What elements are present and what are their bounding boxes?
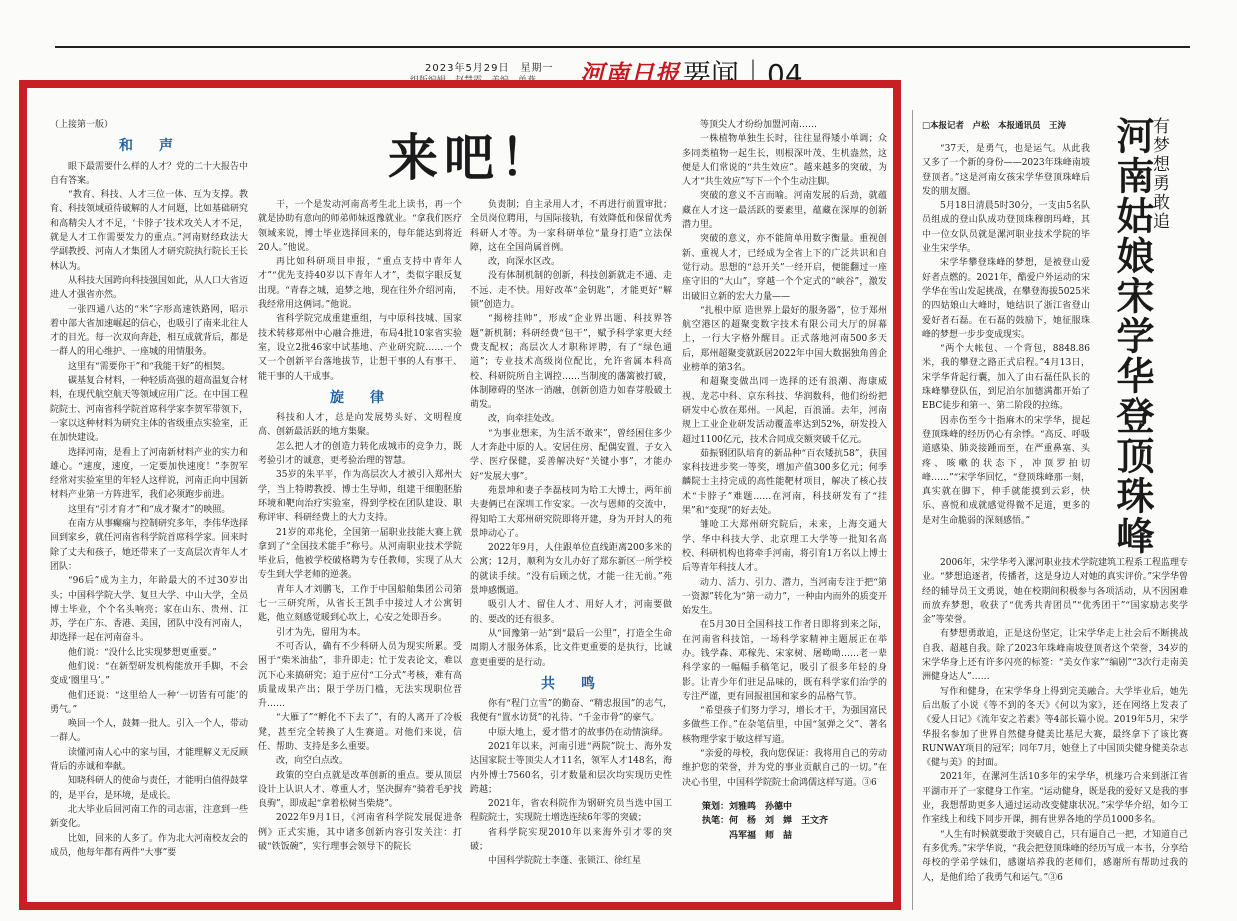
paragraph: 你有“程门立雪”的勤奋、“精忠报国”的志气，我便有“置水访贤”的礼待、“千金市骨”的豪气。 <box>470 699 672 724</box>
paragraph: 雏呛工大郑州研究院后，未来，上海交通大学、华中科技大学、北京理工大学等一批知名高校、科研机构也将牵手河南，将引育1万名以上博士后等青年科技人才。 <box>682 520 887 574</box>
paragraph: “亲爱的母校，我向您保证：我将用自己的劳动维护您的荣誉，并为党的事业贡献自己的一切。”在决心书里，中国科学院院士俞鸿儒这样写道。③6 <box>682 749 887 788</box>
paragraph: 在南方从事癫痫与控制研究多年，李伟华选择回到家乡，就任河南省科学院首席科学家。回来时除了丈夫和孩子，她还带来了一支高层次青年人才团队： <box>50 519 248 572</box>
article2-column-b <box>922 556 1188 906</box>
article1-column-3 <box>470 198 672 900</box>
paragraph: 他们说：“没什么比实现梦想更重要。” <box>68 647 217 658</box>
paragraph: 5月18日清晨5时30分，一支由5名队员组成的登山队成功登顶珠穆朗玛峰，其中一位女队员就是漯河职业技术学院的毕业生宋学华。 <box>922 201 1090 255</box>
article2-column-a <box>922 142 1090 550</box>
article1-column-2 <box>258 198 462 900</box>
paragraph: 碳基复合材料，一种轻质高强的超高温复合材料，在现代航空航天等领域应用广泛。在中国工程院院士、河南省科学院首席科学家李贺军带领下，一家以这种材料为研究主体的省级重点实验室，正在加快建设。 <box>50 376 248 444</box>
paragraph: 在5月30日全国科技工作者日即将到来之际，在河南省科技馆，一场科学家精神主题展正在举办。钱学森、邓稼先、宋家树、屠呦呦……老一辈科学家的一幅幅手稿笔记，吸引了很多年轻的身影。让青少年们驻足品味的，既有科学家们治学的专注严谨，更有回报祖国和家乡的品格气节。 <box>682 620 887 702</box>
paragraph: 改，向空白点改。 <box>276 756 349 767</box>
paragraph: 2006年，宋学华考入漯河职业技术学院建筑工程系工程监理专业。“梦想追逐者，传播者，这是身边人对她的真实评价。”宋学华曾经的辅导员王文勇说，她在校期间积极参与各项活动，从不因困难而放弃梦想，收获了“优秀共青团员”“优秀团干”“国家励志奖学金”等荣誉。 <box>922 558 1188 626</box>
paragraph: 苑景坤和妻子李磊枝同为哈工大博士，两年前夫妻俩已在深圳工作安家。一次与恩师的交流中，得知哈工大郑州研究院即将开建，身为开封人的苑景坤动心了。 <box>470 485 672 539</box>
article2-headline: 河南姑娘宋学华登顶珠峰 <box>1110 116 1154 556</box>
paragraph: 省科学院实现2010年以来海外引才零的突破； <box>470 827 672 853</box>
article2-body-a <box>922 142 1090 528</box>
paragraph: 2022年9月，人住跟单位直线距离200多米的公寓；12月，顺利为女儿办好了郑东新区一所学校的就读手续。“没有后顾之忧，才能一往无前。”苑景坤感慨道。 <box>470 543 672 597</box>
paragraph: 怎么把人才的创造力转化成城市的竞争力，既考验引才的诚意，更考验治理的智慧。 <box>258 441 462 467</box>
paragraph: 2021年，在漯河生活10多年的宋学华，机缘巧合来到浙江省平湖市开了一家健身工作室。“运动健身，既是我的爱好又是我的事业，我想帮助更多人通过运动改变健康状况。”宋学华介绍，如今工作室线上和线下同步开课，拥有世界各地的学员1000多名。 <box>922 772 1188 826</box>
paper-name: 河南日报 <box>580 59 680 88</box>
column-2-body-a <box>258 198 462 384</box>
paragraph: 再比如科研项目申报，“重点支持中青年人才”“优先支持40岁以下青年人才”，类似字眼反复出现。“青春之城，追梦之地，现在往外介绍河南，我经常用这俩词。”他说。 <box>258 257 462 311</box>
section-heading-gongming: 共 鸣 <box>541 675 601 692</box>
paragraph: 科技和人才，总是向发展势头好、文明程度高、创新最活跃的地方集聚。 <box>258 413 462 438</box>
paragraph: 这里有“引才育才”和“成才聚才”的映照。 <box>68 504 231 515</box>
section-heading-xuanlv: 旋 律 <box>330 389 390 406</box>
paragraph: “教育、科技、人才三位一体、互为支撑。教育、科技领域亟待破解的人才问题，比如基础研究和高精尖人才不足，‘卡脖子’技术攻关人才不足，就是人才工作需要发力的重点。”河南财经政法大学副教授、河南人才集团人才研究院执行院长王长林认为。 <box>50 190 248 272</box>
paragraph: 比如，回来的人多了。作为北大河南校友会的成员，他每年都有两件“大事”要 <box>50 833 248 858</box>
paragraph: 因赤伤至今十指麻木的宋学华，提起登顶珠峰的经历仍心有余悸。“高反、呼吸道感染、肺炎接踵而至，在严重鼻塞、头疼、咳嗽的状态下，冲顶罗拍切峰……”“宋学华回忆，“登顶珠峰那一刻，真实就在脚下，伸手就能摸到云彩，快乐、喜悦和成就感觉得微不足道，更多的是对生命脆弱的深刻感悟。” <box>922 415 1090 526</box>
credit-line: 策划：刘雅鸣 孙德中 <box>702 801 793 812</box>
paragraph: “37天，是勇气，也是运气。从此我又多了一个新的身份——2023年珠峰南坡登顶者。”这是河南女孩宋学华登顶珠峰后发的朋友圈。 <box>922 144 1090 197</box>
paragraph: “大雁了”“孵化不下去了”，有的人离开了冷板凳，甚至完全转换了人生赛道。对他们来说，信任、帮助、支持是多么重要。 <box>258 713 462 752</box>
paragraph: 干，一个是发动河南高考生北上读书，再一个就是协助有意向的师弟师妹返豫就业。“拿我们医疗领域来说，博士毕业选择回来的，每年能达到将近20人。”他说。 <box>258 200 462 253</box>
section-label: 要闻｜04 <box>683 58 803 91</box>
article-credits <box>682 800 887 843</box>
top-rule <box>55 46 1190 48</box>
section-heading-hesheng: 和 声 <box>119 138 179 155</box>
paragraph: 省科学院完成重建重组，与中原科技城、国家技术转移郑州中心融合推进，布局4批10家省实验室，设立2批46家中试基地、产业研究院……一个又一个创新平台落地拔节，让想干事的人有事干、能干事的人干成事。 <box>258 314 462 382</box>
paragraph: 知晓科研人的使命与责任，才能明白值得鼓掌的，是平台，是环境，是成长。 <box>50 776 248 801</box>
paragraph: 2021年以来，河南引进“两院”院士、海外发达国家院士等顶尖人才11名，领军人才148名，海内外博士7560名，引才数量和层次均实现历史性跨越； <box>470 741 672 795</box>
paragraph: 一张四通八达的“米”字形高速铁路网，昭示着中部大省加速崛起的信心，也吸引了南来北往人才的目光。每一次双向奔赴，相互成就背后，都是一群人的用心维护、一座城的用情服务。 <box>50 304 248 358</box>
paragraph: “96后”成为主力，年龄最大的不过30岁出头；中国科学院大学、复旦大学、中山大学，全员博士毕业，个个名头响亮；家在山东、贵州、江苏，学在广东、香港、美国，团队中没有河南人，却选择一起在河南奋斗。 <box>50 576 248 644</box>
paragraph: 宋学华攀登珠峰的梦想，是被登山爱好者点燃的。2021年，酷爱户外运动的宋学华在雪山发起挑战，在攀登海拔5025米的四姑娘山大峰时，她结识了浙江省登山爱好者石磊。在石磊的鼓励下，她征服珠峰的梦想一步步变成现实。 <box>922 258 1090 340</box>
paragraph: 突破的意义，亦不能简单用数字衡量。重视创新、重视人才，已经成为全省上下的广泛共识和自觉行动。思想的“总开关”一经开启，便能翻过一座座守旧的“大山”，穿越一个个定式的“峡谷”，激发出破旧立新的宏大力量—— <box>682 234 887 302</box>
paragraph: 2021年，省农科院作为钢研究员当选中国工程院院士，实现院士增选连续6年零的突破； <box>470 799 672 824</box>
masthead <box>0 57 1237 91</box>
paragraph: 从“回豫第一站”到“最后一公里”，打造全生命周期人才服务体系，比文件更重要的是执行，比诚意更重要的是行动。 <box>470 628 672 668</box>
credit-line: 冯军福 师 喆 <box>702 830 793 841</box>
paragraph: “为事业想来，为生活不敢来”，曾经困住多少人才奔赴中原的人。安居住房、配偶安置、子女入学、医疗保健，妥善解决好“关键小事”，才能办好“发展大事”。 <box>470 428 672 482</box>
continued-note: （上接第一版） <box>50 120 114 130</box>
paragraph: 读懂河南人心中的家与国，才能理解义无反顾背后的赤诚和奉献。 <box>50 747 248 773</box>
article2-byline: □本报记者 卢松 本报通讯员 王涛 <box>922 121 1067 131</box>
column-2-body-b <box>258 411 462 854</box>
paragraph: 中国科学院院士李蓬、张锁江、徐红星 <box>488 856 642 867</box>
paragraph: “希望孩子们努力学习，增长才干，为强国富民多做些工作。”在杂笔信里，中国“氢弹之父”、著名核物理学家于敏这样写道。 <box>682 706 887 745</box>
issue-date: 2023年5月29日 星期一 <box>425 63 554 74</box>
paragraph: 茹振钢团队培育的新品种“百农矮抗58”，获国家科技进步奖一等奖，增加产值300多亿元；何季麟院士主持完成的高性能靶材项目，解决了核心技术“卡脖子”难题……在河南，科技研发有了“挂果”和“变现”的好去处。 <box>682 448 887 517</box>
paragraph: 他们说：“在新型研发机构能放开手脚，不会变成‘圈里马’。” <box>50 661 248 687</box>
article2-subheadline: 有梦想勇敢追 <box>1149 117 1169 231</box>
credit-line: 执笔：何 杨 刘 婵 王文齐 <box>702 816 829 827</box>
editors-line: 组版编辑 赵慧霞 美编 单燕 <box>410 76 537 86</box>
column-1-body <box>50 160 248 861</box>
paragraph: 突破的意义不言而喻。河南发展的后劲，就蕴藏在人才这一最活跃的要素里，蕴藏在深厚的创新潜力里。 <box>682 191 887 231</box>
column-3-body-a <box>470 198 672 670</box>
paragraph: 从科技大国跨向科技强国如此，从人口大省迈进人才强省亦然。 <box>50 275 248 301</box>
paragraph: 政策的空白点就是改革创新的重点。要从顶层设计上认识人才、尊重人才，坚决摒弃“骑着毛驴找良驹”，即成起“拿着松树当柴烧”。 <box>258 770 462 810</box>
paragraph: 青年人才刘鹏飞，工作于中国船舶集团公司第七一三研究所，从省长王凯手中接过人才公寓钥匙，他立刻感觉暖到心坎上，心安之处即吾乡。 <box>258 584 462 624</box>
article1-headline: 来吧！ <box>388 129 556 187</box>
paragraph: 唤回一个人，鼓舞一批人。引入一个人，带动一群人。 <box>50 719 248 744</box>
paragraph: 吸引人才、留住人才、用好人才，河南要做的、要改的还有很多。 <box>470 600 672 625</box>
paragraph: 2022年9月1日，《河南省科学院发展促进条例》正式实施，其中诸多创新内容引发关注：打破“铁饭碗”，实行理事会领导下的院长 <box>258 813 462 853</box>
paragraph: 眼下最需要什么样的人才？党的二十大报告中自有答案。 <box>50 161 248 186</box>
paragraph: 北大毕业后回河南工作的司志雷，注意到一些新变化。 <box>50 804 248 830</box>
paragraph: 不可否认，确有不少科研人员为现实所累。受困于“柴米油盐”，非升即走；忙于发表论文，难以沉下心来搞研究；迫于应付“工分式”考核，难有高质量成果产出；限于学历门槛，无法实现职位晋升…… <box>258 641 462 710</box>
paragraph: 改，向深水区改。 <box>488 257 561 268</box>
article2-body-b <box>922 556 1188 885</box>
paragraph: 等顶尖人才纷纷加盟河南…… <box>700 120 818 130</box>
article1-column-4 <box>682 118 887 900</box>
paragraph: 动力、活力、引力、潜力，当河南专注于把“第一资源”转化为“第一动力”，一种由内而外的质变开始发生。 <box>682 577 887 617</box>
paragraph: 负责制；自主录用人才，不再进行前置审批；全员岗位聘用，与国际接轨，有效降低和保留优秀科研人才等。为一家科研单位“量身打造”立法保障，这在全国尚属首例。 <box>470 200 672 253</box>
paragraph: 有梦想勇敢追，正是这份坚定，让宋学华走上社会后不断挑战自我、超越自我。除了2023年珠峰南坡登顶者这个荣誉，34岁的宋学华身上还有许多闪亮的标签：“美女作家”“编剧”“3次行走南美洲健身达人”…… <box>922 629 1188 683</box>
paragraph: “人生有时候就要敢于突破自己，只有逼自己一把，才知道自己有多优秀。”宋学华说，“我会把登顶珠峰的经历写成一本书，分享给母校的学弟学妹们，感谢培养我的老师们，感谢所有帮助过我的人，是他们给了我勇气和运气。”③6 <box>922 829 1188 883</box>
paragraph: “揭榜挂帅”，形成“企业界出题、科技界答题”新机制；科研经费“包干”，赋予科学家更大经费支配权；高层次人才职称评聘，有了“绿色通道”；专业技术高级岗位配比，允许省属本科高校、科研院所自主调控……当制度的藩篱被打破，体制障碍的坚冰一消融，创新创造力如春芽般破土萌发。 <box>470 314 672 411</box>
paragraph: 写作和健身，在宋学华身上得到完美融合。大学毕业后，她先后出版了小说《等不到的冬天》《何以为家》，还在网络上发表了《爱人日记》《流年安之若素》等4部长篇小说。2019年5月，宋学华报名参加了世界自然健身健美比基尼大赛，最终拿下了该比赛RUNWAY项目的冠军；同年7月，她登上了中国顶尖健身健美杂志《健与美》的封面。 <box>922 686 1188 769</box>
paragraph: 中原大地上，爱才惜才的故事仍在动情演绎。 <box>488 727 669 738</box>
column-3-body-b <box>470 697 672 869</box>
paragraph: 35岁的朱平平，作为高层次人才被引入郑州大学，当上特聘教授、博士生导师，组建干细胞胚胎环境和靶向治疗实验室，得到学校在团队建设、职称评审、科研经费上的大力支持。 <box>258 470 462 524</box>
paragraph: 和超聚变做出同一选择的还有浪潮、海康威视、龙芯中科、京东科技、华润数科，他们纷纷把研发中心放在郑州。一风起，百浪涌。去年，河南规上工业企业研发活动覆盖率达到52%，研发投入超过1100亿元，技术合同成交额突破千亿元。 <box>682 377 887 445</box>
paragraph: 这里有“需要你干”和“我能干好”的相契。 <box>68 361 231 372</box>
paragraph: 选择河南，是看上了河南新材料产业的实力和雄心。“速度，速度，一定要加快速度！”李贺军经常对实验室里的年轻人这样说，河南正向中国新材料产业第一方阵进军，我们必须跑步前进。 <box>50 447 248 501</box>
column-4-body <box>682 118 887 790</box>
paragraph: 没有体制机制的创新，科技创新就走不通、走不远、走不快。用好改革“金钥匙”，才能更好“解锁”创造力。 <box>470 271 672 311</box>
paragraph: “扎根中原 造世界上最好的服务器”，位于郑州航空港区的超聚变数字技术有限公司大厅的屏幕上，一行大字格外醒目。正式落地河南500多天后，郑州超聚变就跃居2022年中国大数据独角兽企业榜单的第3名。 <box>682 305 887 374</box>
paragraph: 改，向牵挂处改。 <box>488 414 561 425</box>
paragraph: 一株植物单独生长时，往往显得矮小单调；众多同类植物一起生长，则根深叶茂、生机盎然，这便是人们常说的“共生效应”。越来越多的突破，为人才“共生效应”写下一个个生动注脚。 <box>682 134 887 188</box>
article1-column-1 <box>50 118 248 900</box>
paragraph: 他们还说：“这里给人一种‘一切皆有可能’的勇气。” <box>50 690 248 715</box>
column-divider <box>912 110 913 910</box>
paragraph: “两个大帐包、一个背包，8848.86米，我的攀登之路正式启程。”4月13日，宋学华背起行囊，加入了由石磊任队长的珠峰攀登队伍，到尼泊尔加德满都开始了EBC徒步和第一、第二阶段的拉练。 <box>922 344 1090 412</box>
paragraph: 21岁的邓兆伦，全国第一届职业技能大赛上就拿到了“全国技术能手”称号。从河南职业技术学院毕业后，他被学校破格聘为专任教师，实现了从大专生到大学老师的逆袭。 <box>258 527 462 581</box>
paragraph: 引才为先，留用为本。 <box>276 627 367 638</box>
